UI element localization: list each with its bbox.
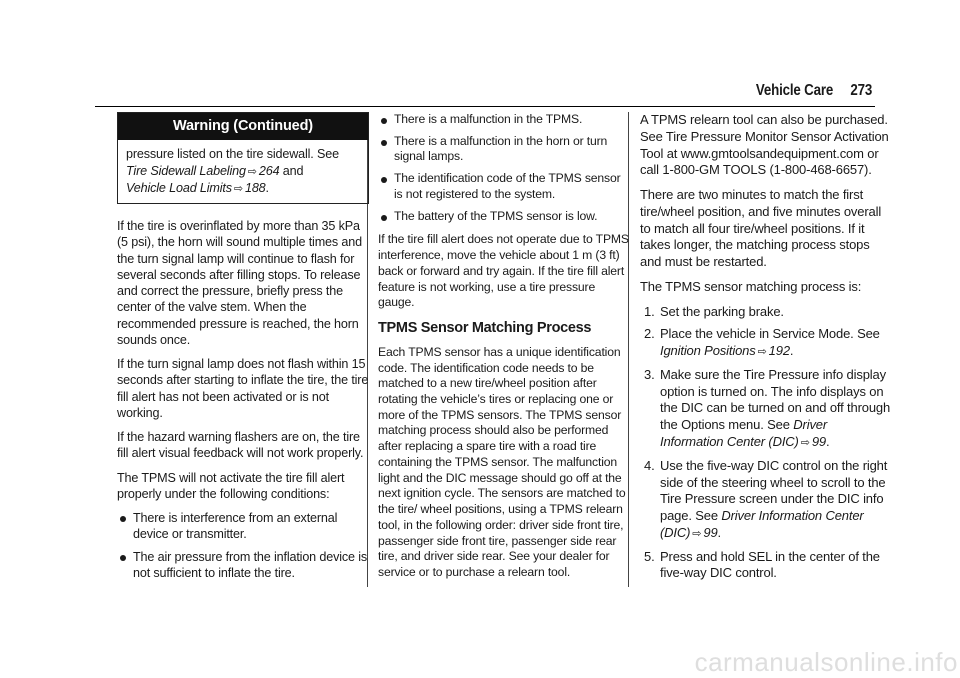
step-item: 2. Place the vehicle in Service Mode. See Ignition Positions ⇨ 192. bbox=[644, 326, 880, 359]
paragraph: If the turn signal lamp does not flash within 15 seconds after starting to inflate the tire, the tire fill alert has not been activated or is not working. bbox=[117, 357, 369, 420]
list-item: There is a malfunction in the TPMS. bbox=[378, 112, 630, 128]
paragraph: If the hazard warning flashers are on, the tire fill alert visual feedback will not work properly. bbox=[117, 430, 364, 461]
step-number: 4. bbox=[644, 457, 655, 473]
warning-box bbox=[117, 112, 369, 204]
page-ref-icon: ⇨ bbox=[247, 165, 257, 178]
warning-text: pressure listed on the tire sidewall. See bbox=[126, 147, 339, 162]
warning-body: pressure listed on the tire sidewall. See Tire Sidewall Labeling ⇨ 264 and Vehicle Load Limits ⇨ 188. bbox=[126, 147, 339, 195]
step-item: 4. Use the five-way DIC control on the right side of the steering wheel to scroll to the Tire Pressure screen under the DIC info page. See Driver Information Center (DIC) ⇨ 99. bbox=[644, 457, 888, 540]
xref-link[interactable]: Vehicle Load Limits bbox=[126, 180, 232, 195]
bullet-list bbox=[378, 112, 630, 224]
step-number: 3. bbox=[644, 366, 655, 382]
xref-link[interactable]: Tire Sidewall Labeling bbox=[126, 163, 246, 178]
xref-link[interactable]: Driver Information Center (DIC) bbox=[660, 417, 828, 450]
step-item: 3. Make sure the Tire Pressure info display option is turned on. The info displays on the DIC can be turned on and off through the Options menu. See Driver Information Center (DIC) ⇨ 99. bbox=[644, 366, 891, 450]
paragraph: There are two minutes to match the first tire/wheel position, and five minutes overall to match all four tire/wheel positions. If it takes longer, the matching process stops and must be restarted. bbox=[640, 187, 882, 270]
warning-and: and bbox=[279, 163, 304, 178]
step-text: Make sure the Tire Pressure info display option is turned on. The info displays on the DIC can be turned on and off through the Options menu. See bbox=[660, 366, 891, 433]
running-header bbox=[756, 82, 872, 100]
column-1 bbox=[117, 112, 369, 589]
bullet-list bbox=[117, 510, 369, 581]
step-number: 2. bbox=[644, 326, 655, 342]
column-3 bbox=[640, 112, 892, 588]
xref-page[interactable]: 99 bbox=[811, 434, 826, 450]
step-text: Press and hold SEL in the center of the five-way DIC control. bbox=[660, 548, 880, 581]
xref-page[interactable]: 188 bbox=[244, 180, 266, 195]
list-item: There is interference from an external device or transmitter. bbox=[117, 510, 369, 543]
xref-link[interactable]: Ignition Positions bbox=[660, 343, 756, 359]
paragraph: The TPMS will not activate the tire fill alert properly under the following conditions: bbox=[117, 470, 345, 501]
step-text: Place the vehicle in Service Mode. See bbox=[660, 326, 880, 342]
page-number: 273 bbox=[850, 82, 872, 99]
steps-list bbox=[640, 304, 892, 582]
section-title: Vehicle Care bbox=[755, 82, 834, 99]
paragraph: Each TPMS sensor has a unique identification code. The identification code needs to be matched to a new tire/wheel position after rotating the vehicle’s tires or replacing one or more of the TPMS sensors. The TPMS sensor matching process should also be performed after replacing a spare tire with a road tire containing the TPMS sensor. The malfunction light and the DIC message should go off at the next ignition cycle. The sensors are matched to the tire/ wheel positions, using a TPMS relearn tool, in the following order: driver side front tire, passenger side front tire, passenger side rear tire, and driver side rear. See your dealer for service or to purchase a relearn tool. bbox=[378, 344, 626, 580]
xref-link[interactable]: Driver Information Center (DIC) bbox=[660, 508, 864, 540]
step-number: 1. bbox=[644, 303, 655, 319]
xref-page[interactable]: 99 bbox=[703, 524, 718, 540]
paragraph: A TPMS relearn tool can also be purchased. See Tire Pressure Monitor Sensor Activation Tool at www.gmtoolsandequipment.com or call 1-800-GM TOOLS (1-800-468-6657). bbox=[640, 112, 889, 178]
xref-page[interactable]: 192 bbox=[768, 343, 790, 359]
list-item: The air pressure from the inflation device is not sufficient to inflate the tire. bbox=[117, 549, 369, 582]
step-text: Use the five-way DIC control on the right side of the steering wheel to scroll to the Tire Pressure screen under the DIC info page. See bbox=[660, 457, 888, 524]
list-item: The identification code of the TPMS sensor is not registered to the system. bbox=[378, 171, 630, 202]
watermark: carmanualsonline.info bbox=[694, 647, 958, 677]
step-number: 5. bbox=[644, 548, 655, 564]
paragraph: If the tire fill alert does not operate due to TPMS interference, move the vehicle about 1 m (3 ft) back or forward and try again. If the tire fill alert feature is not working, use a tire pressure gauge. bbox=[378, 232, 629, 310]
paragraph: If the tire is overinflated by more than 35 kPa (5 psi), the horn will sound multiple times and the turn signal lamp will continue to flash for several seconds after filling stops. To release and correct the pressure, briefly press the center of the valve stem. When the recommended pressure is reached, the horn sounds once. bbox=[117, 219, 362, 347]
header-rule bbox=[95, 106, 875, 107]
page-ref-icon: ⇨ bbox=[757, 346, 767, 359]
xref-page[interactable]: 264 bbox=[258, 163, 280, 178]
list-item: There is a malfunction in the horn or turn signal lamps. bbox=[378, 134, 630, 165]
warning-title: Warning (Continued) bbox=[118, 113, 368, 140]
step-item bbox=[640, 304, 892, 321]
step-item bbox=[640, 549, 892, 583]
section-heading: TPMS Sensor Matching Process bbox=[378, 320, 592, 337]
page-ref-icon: ⇨ bbox=[692, 527, 702, 540]
page-ref-icon: ⇨ bbox=[800, 437, 810, 450]
paragraph: The TPMS sensor matching process is: bbox=[640, 278, 862, 294]
list-item: The battery of the TPMS sensor is low. bbox=[378, 209, 630, 225]
page-ref-icon: ⇨ bbox=[233, 182, 243, 195]
column-2 bbox=[378, 112, 630, 589]
step-text: Set the parking brake. bbox=[660, 303, 784, 319]
